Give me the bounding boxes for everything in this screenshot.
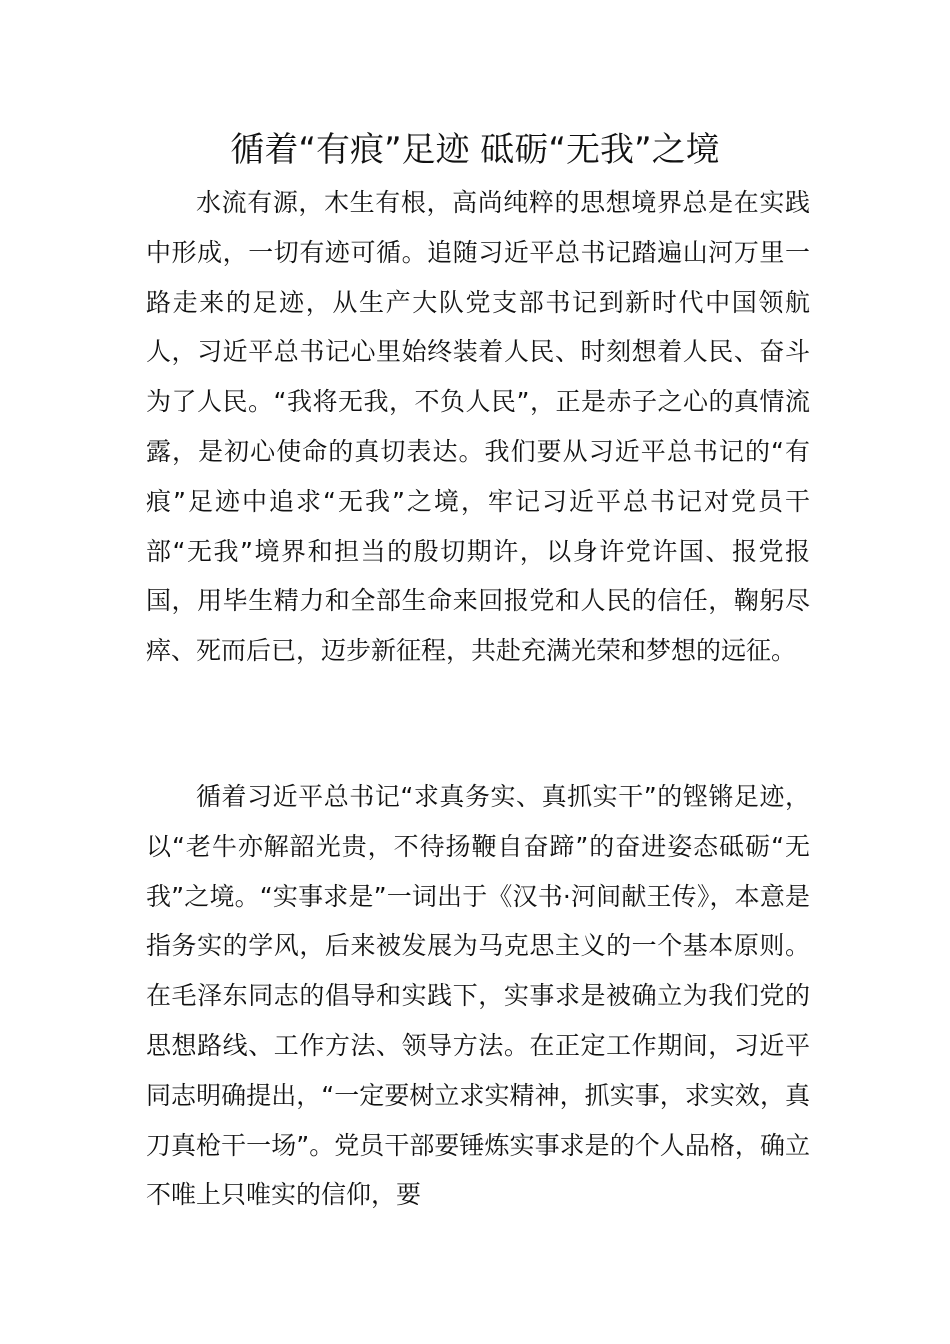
paragraph-2: 循着习近平总书记“求真务实、真抓实干”的铿锵足迹，以“老牛亦解韶光贵，不待扬鞭自奋蹄”的奋进姿态砥砺“无我”之境。“实事求是”一词出于《汉书·河间献王传》，本意是指务实的学风，后来被发展为马克思主义的一个基本原则。在毛泽东同志的倡导和实践下，实事求是被确立为我们党的思想路线、工作方法、领导方法。在正定工作期间，习近平同志明确提出，“一定要树立求实精神，抓实事，求实效，真刀真枪干一场”。党员干部要锤炼实事求是的个人品格，确立不唯上只唯实的信仰，要 (146, 782, 810, 1210)
document-title: 循着“有痕”足迹 砥砺“无我”之境 (230, 130, 720, 170)
paragraph-1: 水流有源，木生有根，高尚纯粹的思想境界总是在实践中形成，一切有迹可循。追随习近平总书记踏遍山河万里一路走来的足迹，从生产大队党支部书记到新时代中国领航人，习近平总书记心里始终装着人民、时刻想着人民、奋斗为了人民。“我将无我，不负人民”，正是赤子之心的真情流露，是初心使命的真切表达。我们要从习近平总书记的“有痕”足迹中追求“无我”之境，牢记习近平总书记对党员干部“无我”境界和担当的殷切期许，以身许党许国、报党报国，用毕生精力和全部生命来回报党和人民的信任，鞠躬尽瘁、死而后已，迈步新征程，共赴充满光荣和梦想的远征。 (146, 188, 810, 666)
paragraph-1-block (146, 178, 810, 676)
paragraph-2-block (146, 772, 810, 1220)
